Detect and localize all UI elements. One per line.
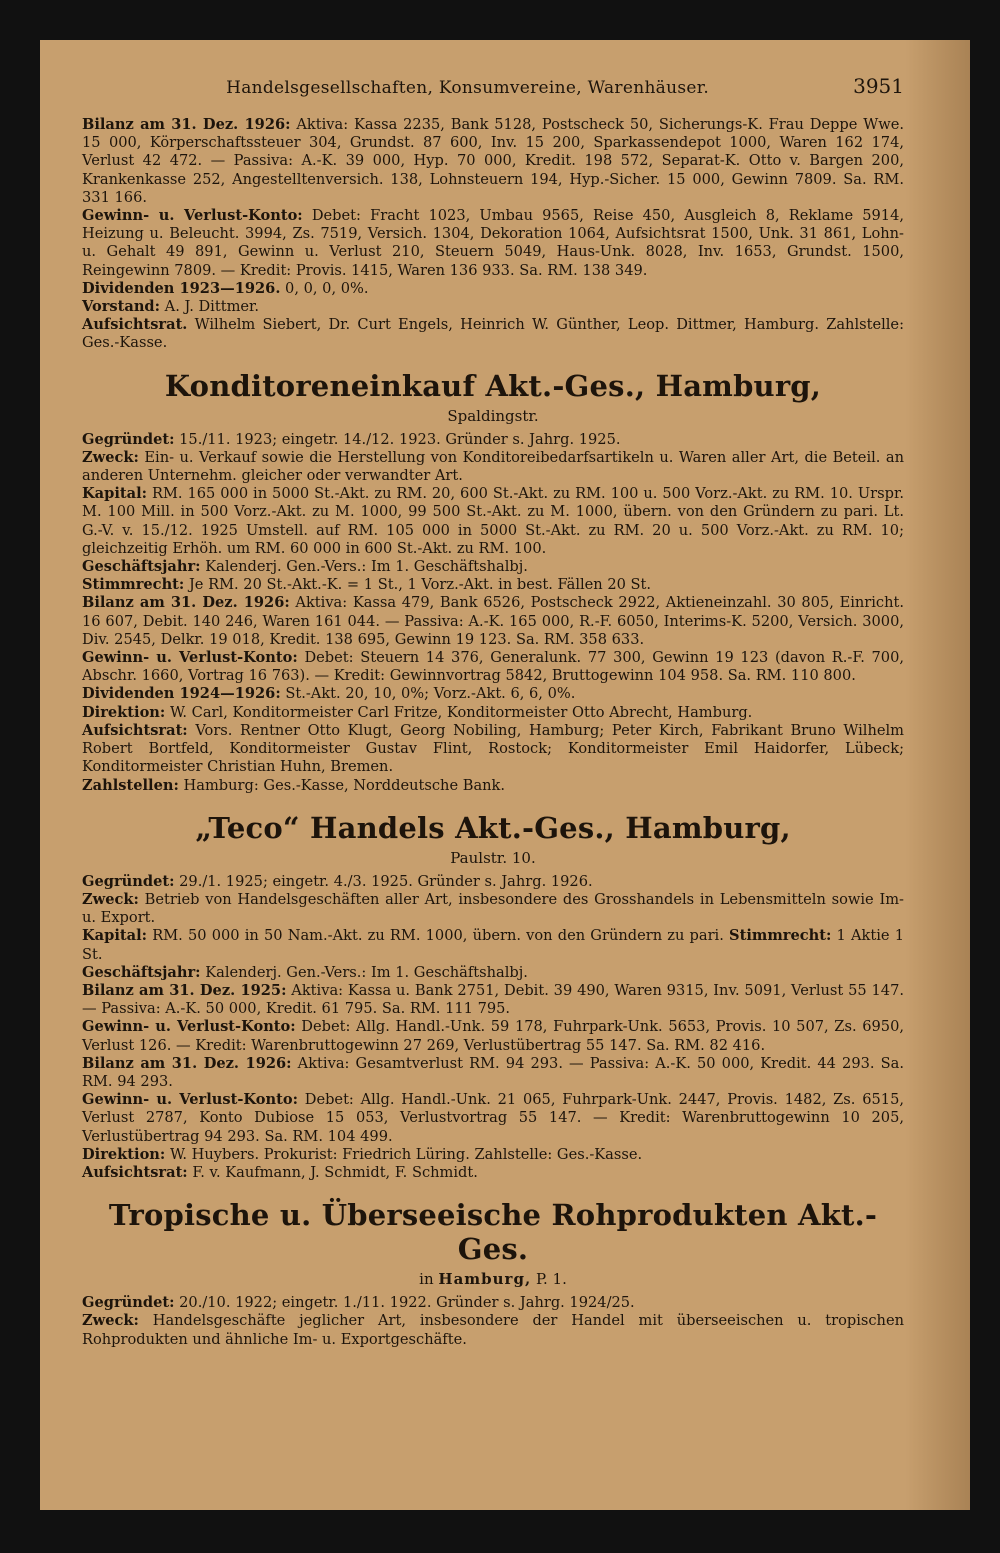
entry-direktion: Direktion: W. Carl, Konditormeister Carl Fritze, Konditormeister Otto Abrecht, Hamburg. <box>82 703 753 721</box>
entry-gegruendet: Gegründet: 15./11. 1923; eingetr. 14./12. 1923. Gründer s. Jahrg. 1925. <box>82 430 621 448</box>
entry-geschaeftsjahr: Geschäftsjahr: Kalenderj. Gen.-Vers.: Im 1. Geschäftshalbj. <box>82 558 528 576</box>
entry-guv-konto: Gewinn- u. Verlust-Konto: Debet: Steuern 14 376, Generalunk. 77 300, Gewinn 19 123 (davon R.-F. 700, Abschr. 1660, Vortrag 16 763). — Kredit: Gewinnvortrag 5842, Bruttogewinn 104 958. Sa. RM. 110 800. <box>82 649 905 685</box>
entry-guv-konto-1925: Gewinn- u. Verlust-Konto: Debet: Allg. Handl.-Unk. 59 178, Fuhrpark-Unk. 5653, Provis. 10 507, Zs. 6950, Verlust 126. — Kredit: Warenbruttogewinn 27 269, Verlustübertrag 55 147. Sa. RM. 82 416. <box>82 1018 904 1054</box>
entry-bilanz: Bilanz am 31. Dez. 1926: Aktiva: Kassa 479, Bank 6526, Postscheck 2922, Aktieneinzahl. 30 805, Einricht. 16 607, Debit. 140 246, Waren 161 044. — Passiva: A.-K. 165 000, R.-F. 6050, Interims-K. 5200, Versich. 3000, Div. 2545, Delkr. 19 018, Kredit. 138 695, Gewinn 19 123. Sa. RM. 358 633. <box>82 594 905 648</box>
company-address: Paulstr. 10. <box>450 848 536 867</box>
entry-kapital: Kapital: RM. 165 000 in 5000 St.-Akt. zu RM. 20, 600 St.-Akt. zu RM. 100 u. 500 Vorz.-Akt. zu RM. 10. Urspr. M. 100 Mill. in 500 Vorz.-Akt. zu M. 1000, 99 500 St.-Akt. zu M. 1000, übern. von den Gründern zu pari. Lt. G.-V. v. 15./12. 1925 Umstell. auf RM. 105 000 in 5000 St.-Akt. zu RM. 20 u. 500 Vorz.-Akt. zu RM. 10; gleichzeitig Erhöh. um RM. 60 000 in 600 St.-Akt. zu RM. 100. <box>82 485 904 557</box>
document-page <box>40 40 970 1510</box>
entry-bilanz-1925: Bilanz am 31. Dez. 1925: Aktiva: Kassa u. Bank 2751, Debit. 39 490, Waren 9315, Inv. 5091, Verlust 55 147. — Passiva: A.-K. 50 000, Kredit. 61 795. Sa. RM. 111 795. <box>82 981 904 1018</box>
company-address: in Hamburg, P. 1. <box>419 1270 567 1289</box>
entry-bilanz-1926: Bilanz am 31. Dez. 1926: Aktiva: Gesamtverlust RM. 94 293. — Passiva: A.-K. 50 000, Kredit. 44 293. Sa. RM. 94 293. <box>82 1054 904 1090</box>
entry-stimmrecht: Stimmrecht: Je RM. 20 St.-Akt.-K. = 1 St., 1 Vorz.-Akt. in best. Fällen 20 St. <box>82 576 652 594</box>
entry-dividenden: Dividenden 1924—1926: St.-Akt. 20, 10, 0%; Vorz.-Akt. 6, 6, 0%. <box>82 685 576 703</box>
company-heading-konditoreneinkauf: Konditoreneinkauf Akt.-Ges., Hamburg, <box>164 368 822 403</box>
page-number: 3951 <box>853 74 904 98</box>
entry-guv-konto-1926: Gewinn- u. Verlust-Konto: Debet: Allg. Handl.-Unk. 21 065, Fuhrpark-Unk. 2447, Provis. 1482, Zs. 6515, Verlust 2787, Konto Dubiose 15 053, Verlustvortrag 55 147. — Kredit: Warenbruttogewinn 10 205, Verlustübertrag 94 293. Sa. RM. 104 499. <box>82 1091 904 1145</box>
entry-zahlstellen: Zahlstellen: Hamburg: Ges.-Kasse, Norddeutsche Bank. <box>82 776 506 794</box>
block-tropische <box>82 1294 904 1349</box>
entry-vorstand: Vorstand: A. J. Dittmer. <box>82 298 260 316</box>
entry-aufsichtsrat: Aufsichtsrat. Wilhelm Siebert, Dr. Curt Engels, Heinrich W. Günther, Leop. Dittmer, Hamburg. Zahlstelle: Ges.-Kasse. <box>82 316 904 352</box>
block-konditoreneinkauf <box>82 431 904 795</box>
entry-gegruendet: Gegründet: 29./1. 1925; eingetr. 4./3. 1925. Gründer s. Jahrg. 1926. <box>82 872 593 890</box>
entry-direktion: Direktion: W. Huybers. Prokurist: Friedrich Lüring. Zahlstelle: Ges.-Kasse. <box>82 1145 643 1163</box>
company-address: Spaldingstr. <box>447 406 539 425</box>
entry-dividenden: Dividenden 1923—1926. 0, 0, 0, 0%. <box>82 279 369 297</box>
entry-aufsichtsrat: Aufsichtsrat: Vors. Rentner Otto Klugt, Georg Nobiling, Hamburg; Peter Kirch, Fabrikant Bruno Wilhelm Robert Bortfeld, Konditormeister Gustav Flint, Rostock; Konditormeister Emil Haidorfer, Lübeck; Konditormeister Christian Huhn, Bremen. <box>82 721 904 776</box>
entry-zweck: Zweck: Handelsgeschäfte jeglicher Art, insbesondere der Handel mit überseeischen u. tropischen Rohprodukten und ähnliche Im- u. Exportgeschäfte. <box>82 1312 904 1348</box>
header-title: Handelsgesellschaften, Konsumvereine, Warenhäuser. <box>226 78 710 98</box>
entry-guv-konto: Gewinn- u. Verlust-Konto: Debet: Fracht 1023, Umbau 9565, Reise 450, Ausgleich 8, Reklame 5914, Heizung u. Beleucht. 3994, Zs. 7519, Versich. 1304, Dekoration 1064, Aufsichtsrat 1500, Unk. 31 861, Lohn- u. Gehalt 49 891, Gewinn u. Verlust 210, Steuern 5049, Haus-Unk. 8028, Inv. 1653, Grundst. 1500, Reingewinn 7809. — Kredit: Provis. 1415, Waren 136 933. Sa. RM. 138 349. <box>82 207 904 279</box>
entry-kapital: Kapital: RM. 50 000 in 50 Nam.-Akt. zu RM. 1000, übern. von den Gründern zu pari. Stimmrecht: 1 Aktie 1 St. <box>82 927 904 963</box>
entry-zweck: Zweck: Betrieb von Handelsgeschäften aller Art, insbesondere des Grosshandels in Lebensmitteln sowie Im- u. Export. <box>82 890 904 927</box>
running-header <box>82 74 904 98</box>
block-teco <box>82 873 904 1182</box>
entry-zweck: Zweck: Ein- u. Verkauf sowie die Herstellung von Konditoreibedarfsartikeln u. Waren aller Art, die Beteil. an anderen Unternehm. gleicher oder verwandter Art. <box>82 448 904 485</box>
company-heading-teco: „Teco“ Handels Akt.-Ges., Hamburg, <box>195 810 791 845</box>
entry-geschaeftsjahr: Geschäftsjahr: Kalenderj. Gen.-Vers.: Im 1. Geschäftshalbj. <box>82 963 528 981</box>
entry-bilanz-1926: Bilanz am 31. Dez. 1926: Aktiva: Kassa 2235, Bank 5128, Postscheck 50, Sicherungs-K. Frau Deppe Wwe. 15 000, Körperschaftssteuer 304, Grundst. 87 600, Inv. 15 200, Sparkassendepot 1000, Waren 162 174, Verlust 42 472. — Passiva: A.-K. 39 000, Hyp. 70 000, Kredit. 198 572, Separat-K. Otto v. Bargen 200, Krankenkasse 252, Angestelltenversich. 138, Lohnsteuern 194, Hyp.-Sicher. 15 000, Gewinn 7809. Sa. RM. 331 166. <box>82 116 904 206</box>
block-previous-company <box>82 116 904 353</box>
entry-gegruendet: Gegründet: 20./10. 1922; eingetr. 1./11. 1922. Gründer s. Jahrg. 1924/25. <box>82 1294 635 1312</box>
entry-aufsichtsrat: Aufsichtsrat: F. v. Kaufmann, J. Schmidt, F. Schmidt. <box>82 1163 478 1181</box>
company-heading-tropische: Tropische u. Überseeische Rohprodukten Akt.-Ges. <box>108 1198 878 1267</box>
